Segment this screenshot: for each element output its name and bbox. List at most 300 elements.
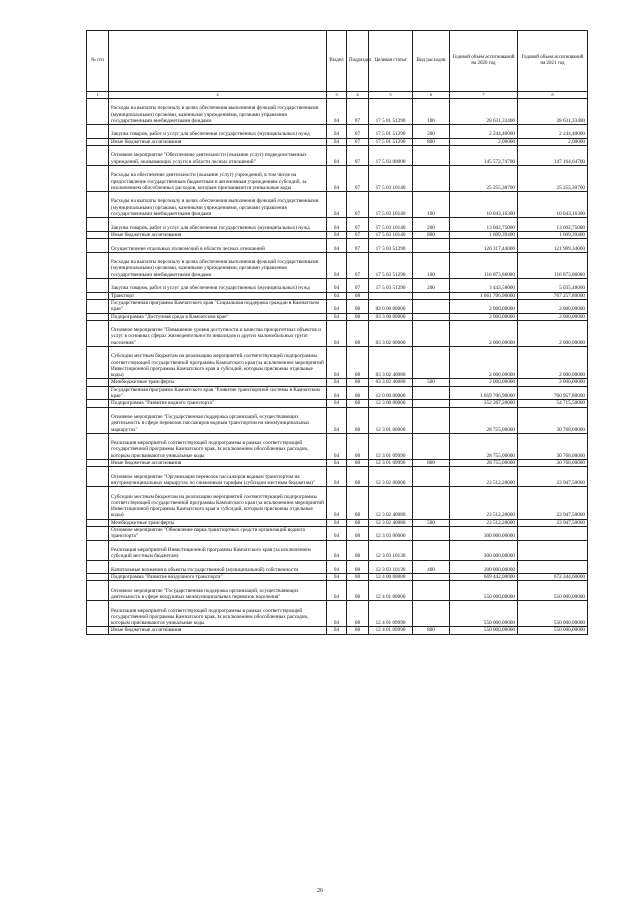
table-row (87, 400, 588, 407)
row-section: 04 (327, 433, 347, 459)
column-number: 6 (413, 92, 450, 99)
row-section: 04 (327, 299, 347, 313)
header-year-2020: Годовой объем ассигнований на 2020 год (450, 31, 518, 92)
row-expense-type: 200 (413, 279, 450, 293)
row-value-2021: 672 344,60000 (518, 574, 588, 581)
row-subsection: 08 (347, 320, 369, 346)
row-subsection: 08 (347, 627, 369, 634)
row-expense-type (413, 239, 450, 253)
header-target: Целевая статья (369, 31, 413, 92)
row-value-2020: 352 267,20000 (450, 400, 518, 407)
row-value-2021: 116 873,86000 (518, 252, 588, 278)
row-section: 04 (327, 346, 347, 379)
row-value-2021: 1 609,39400 (518, 231, 588, 238)
column-number: 8 (518, 92, 588, 99)
row-value-2021: 2 000,00000 (518, 379, 588, 386)
row-name: Осуществление отдельных полномочий в области лесных отношений (109, 239, 327, 253)
row-value-2021: 760 957,80000 (518, 386, 588, 400)
row-expense-type (413, 467, 450, 487)
row-name: Подпрограмма "Развитие водного транспорта" (109, 400, 327, 407)
num-cell (87, 519, 109, 526)
row-section: 04 (327, 519, 347, 526)
row-subsection: 08 (347, 379, 369, 386)
row-expense-type: 800 (413, 138, 450, 145)
row-target: 12 4 00 00000 (369, 574, 413, 581)
num-cell (87, 400, 109, 407)
row-expense-type (413, 313, 450, 320)
row-target: 12 4 01 00000 (369, 581, 413, 601)
row-target: 12 3 02 00000 (369, 467, 413, 487)
row-name: Расходы на обеспечение деятельности (оказание услуг) учреждений, в том числе на предоставление государственным бюджетным и автономным учреждениям субсидий, за исключением обособленных расходов, которым присваиваются уникальные коды (109, 165, 327, 191)
table-row (87, 313, 588, 320)
table-row (87, 379, 588, 386)
num-cell (87, 601, 109, 627)
row-value-2021: 2 000,00000 (518, 313, 588, 320)
header-section: Раздел (327, 31, 347, 92)
column-number-row (87, 92, 588, 99)
row-section: 04 (327, 460, 347, 467)
row-subsection: 07 (347, 192, 369, 218)
row-value-2021: 147 164,64700 (518, 146, 588, 166)
row-target: 17 5 03 51290 (369, 279, 413, 293)
row-name: Государственная программа Камчатского края "Развитие транспортной системы в Камчатском крае" (109, 386, 327, 400)
row-expense-type (413, 299, 450, 313)
row-expense-type (413, 487, 450, 520)
row-value-2021: 550 000,00000 (518, 581, 588, 601)
row-value-2020: 25 255,30700 (450, 165, 518, 191)
table-row (87, 218, 588, 232)
row-section: 04 (327, 627, 347, 634)
row-section: 04 (327, 574, 347, 581)
row-value-2021: 767 257,80000 (518, 292, 588, 299)
row-target: 12 3 02 40080 (369, 487, 413, 520)
row-name: Субсидии местным бюджетам на реализацию мероприятий соответствующей подпрограммы соответствующей государственной программы Камчатского края (за исключением мероприятий Инвестиционной программы Камчатского края и субсидий, которым присвоены отдельные коды) (109, 346, 327, 379)
table-row (87, 346, 588, 379)
row-section: 04 (327, 407, 347, 433)
row-section: 04 (327, 146, 347, 166)
row-value-2020: 2 000,00000 (450, 320, 518, 346)
row-expense-type: 800 (413, 231, 450, 238)
row-value-2021: 23 947,50000 (518, 487, 588, 520)
num-cell (87, 279, 109, 293)
row-section: 04 (327, 125, 347, 139)
row-name: Основное мероприятие "Государственная поддержка организаций, осуществляющих деятельность в сфере воздушных межмуниципальных перевозок населения" (109, 581, 327, 601)
table-row (87, 192, 588, 218)
row-section: 04 (327, 313, 347, 320)
row-value-2021 (518, 527, 588, 541)
row-name: Иные бюджетные ассигнования (109, 627, 327, 634)
row-target: 17 5 03 51290 (369, 239, 413, 253)
row-name: Иные бюджетные ассигнования (109, 231, 327, 238)
row-section: 04 (327, 540, 347, 560)
row-target: 03 3 02 40080 (369, 379, 413, 386)
table-row (87, 627, 588, 634)
num-cell (87, 627, 109, 634)
row-section: 04 (327, 231, 347, 238)
row-expense-type: 500 (413, 379, 450, 386)
row-value-2021 (518, 560, 588, 574)
row-subsection: 08 (347, 519, 369, 526)
row-value-2021: 23 947,50000 (518, 519, 588, 526)
row-subsection: 08 (347, 386, 369, 400)
row-value-2020: 300 000,00000 (450, 540, 518, 560)
table-row (87, 239, 588, 253)
row-subsection: 08 (347, 460, 369, 467)
table-row (87, 574, 588, 581)
column-number: 4 (347, 92, 369, 99)
row-subsection: 07 (347, 218, 369, 232)
row-expense-type (413, 540, 450, 560)
row-value-2020: 28 631,33400 (450, 99, 518, 125)
row-subsection: 08 (347, 540, 369, 560)
row-section: 04 (327, 400, 347, 407)
row-target: 17 5 01 51290 (369, 125, 413, 139)
row-value-2021: 10 043,16300 (518, 192, 588, 218)
page-number: 26 (317, 888, 323, 894)
row-section: 04 (327, 165, 347, 191)
row-value-2021: 30 768,00000 (518, 407, 588, 433)
row-section: 04 (327, 467, 347, 487)
row-subsection: 07 (347, 279, 369, 293)
row-expense-type: 100 (413, 252, 450, 278)
row-value-2020: 2 244,40000 (450, 125, 518, 139)
num-cell (87, 540, 109, 560)
row-target: 17 5 03 10140 (369, 192, 413, 218)
row-value-2020: 1 059 706,90000 (450, 386, 518, 400)
row-value-2020: 28 755,00000 (450, 460, 518, 467)
row-name: Основное мероприятие "Государственная поддержка организаций, осуществляющих деятельность в сфере перевозок пассажиров водным транспортом на межмуниципальных маршрутах" (109, 407, 327, 433)
row-expense-type: 800 (413, 460, 450, 467)
header-num: № п/п (87, 31, 109, 92)
row-subsection: 07 (347, 125, 369, 139)
row-value-2021: 23 947,50000 (518, 467, 588, 487)
row-target: 12 3 00 00000 (369, 400, 413, 407)
row-subsection: 08 (347, 346, 369, 379)
row-expense-type: 200 (413, 125, 450, 139)
num-cell (87, 313, 109, 320)
row-section: 04 (327, 320, 347, 346)
row-expense-type: 200 (413, 218, 450, 232)
row-section: 04 (327, 601, 347, 627)
row-value-2020: 120 317,44000 (450, 239, 518, 253)
table-row (87, 99, 588, 125)
num-cell (87, 192, 109, 218)
row-section: 04 (327, 218, 347, 232)
table-row (87, 467, 588, 487)
row-section: 04 (327, 99, 347, 125)
row-target: 12 3 03 00000 (369, 527, 413, 541)
row-section: 04 (327, 192, 347, 218)
num-cell (87, 292, 109, 299)
row-value-2021: 121 909,34000 (518, 239, 588, 253)
table-row (87, 292, 588, 299)
num-cell (87, 231, 109, 238)
row-target: 03 3 00 00000 (369, 313, 413, 320)
row-target: 12 3 01 09990 (369, 460, 413, 467)
row-value-2020: 2,00000 (450, 138, 518, 145)
row-subsection: 08 (347, 601, 369, 627)
row-value-2020: 23 512,20000 (450, 519, 518, 526)
row-expense-type (413, 574, 450, 581)
row-name: Закупка товаров, работ и услуг для обеспечения государственных (муниципальных) нужд (109, 279, 327, 293)
table-row (87, 407, 588, 433)
num-cell (87, 165, 109, 191)
row-name: Реализация мероприятий соответствующей подпрограммы в рамках соответствующей государственной программы Камчатского края, за исключением обособленных расходов, которым присваиваются уникальные коды (109, 601, 327, 627)
table-body (87, 99, 588, 635)
row-expense-type: 100 (413, 192, 450, 218)
row-name: Расходы на выплаты персоналу в целях обеспечения выполнения функций государственными (муниципальными) органами, казенными учреждениями, органами управления государственными внебюджетными фондами (109, 252, 327, 278)
row-target: 12 3 03 10130 (369, 560, 413, 574)
table-row (87, 320, 588, 346)
row-subsection: 08 (347, 574, 369, 581)
table-row (87, 540, 588, 560)
row-expense-type (413, 386, 450, 400)
row-value-2020: 23 512,20000 (450, 467, 518, 487)
row-value-2020: 2 000,00000 (450, 379, 518, 386)
row-subsection: 07 (347, 231, 369, 238)
num-cell (87, 379, 109, 386)
row-target: 12 3 01 09990 (369, 433, 413, 459)
row-target: 17 5 03 00000 (369, 146, 413, 166)
row-value-2021: 550 000,00000 (518, 627, 588, 634)
row-value-2020: 1 061 706,90000 (450, 292, 518, 299)
row-target: 17 5 03 10140 (369, 218, 413, 232)
num-cell (87, 581, 109, 601)
row-value-2021: 550 000,00000 (518, 601, 588, 627)
row-section: 04 (327, 487, 347, 520)
row-name: Межбюджетные трансферты (109, 379, 327, 386)
row-target: 17 5 01 51290 (369, 99, 413, 125)
row-value-2021: 54 715,50000 (518, 400, 588, 407)
row-value-2021: 28 631,33400 (518, 99, 588, 125)
row-expense-type (413, 320, 450, 346)
num-cell (87, 125, 109, 139)
row-section: 04 (327, 379, 347, 386)
row-value-2020: 2 000,00000 (450, 313, 518, 320)
row-value-2020: 300 000,00000 (450, 527, 518, 541)
row-value-2020: 13 602,75000 (450, 218, 518, 232)
row-section: 04 (327, 560, 347, 574)
row-name: Подпрограмма "Развитие воздушного транспорта" (109, 574, 327, 581)
row-section: 04 (327, 138, 347, 145)
row-expense-type (413, 581, 450, 601)
row-value-2021: 25 255,30700 (518, 165, 588, 191)
row-section: 04 (327, 386, 347, 400)
row-name: Закупка товаров, работ и услуг для обеспечения государственных (муниципальных) нужд (109, 218, 327, 232)
row-value-2021: 2,00000 (518, 138, 588, 145)
num-cell (87, 527, 109, 541)
table-row (87, 560, 588, 574)
column-number: 2 (109, 92, 327, 99)
table-row (87, 386, 588, 400)
row-value-2020: 145 572,74700 (450, 146, 518, 166)
row-target: 12 4 01 09990 (369, 601, 413, 627)
row-subsection: 08 (347, 313, 369, 320)
row-target: 12 3 01 00000 (369, 407, 413, 433)
row-value-2020: 550 000,00000 (450, 601, 518, 627)
row-subsection: 08 (347, 467, 369, 487)
row-expense-type (413, 433, 450, 459)
row-subsection: 08 (347, 400, 369, 407)
row-name: Иные бюджетные ассигнования (109, 460, 327, 467)
row-subsection: 07 (347, 165, 369, 191)
row-name: Реализация мероприятий Инвестиционной программы Камчатского края (за исключением субсидий местным бюджетам) (109, 540, 327, 560)
row-subsection: 07 (347, 239, 369, 253)
row-target: 03 0 00 00000 (369, 299, 413, 313)
row-section: 04 (327, 527, 347, 541)
row-value-2020: 28 755,00000 (450, 407, 518, 433)
row-value-2021 (518, 540, 588, 560)
table-row (87, 433, 588, 459)
row-name: Подпрограмма "Доступная среда в Камчатском крае" (109, 313, 327, 320)
row-name: Субсидии местным бюджетам на реализацию мероприятий соответствующей подпрограммы соответствующей государственной программы Камчатского края (за исключением мероприятий Инвестиционной программы Камчатского края и субсидий, которым присвоены отдельные коды) (109, 487, 327, 520)
table-row (87, 279, 588, 293)
table-row (87, 165, 588, 191)
row-subsection: 08 (347, 292, 369, 299)
row-target: 12 0 00 00000 (369, 386, 413, 400)
row-value-2020: 23 512,20000 (450, 487, 518, 520)
row-value-2020: 550 000,00000 (450, 627, 518, 634)
row-value-2021: 2 000,00000 (518, 320, 588, 346)
budget-table-sheet (86, 30, 587, 635)
row-name: Иные бюджетные ассигнования (109, 138, 327, 145)
num-cell (87, 386, 109, 400)
table-row (87, 460, 588, 467)
column-number: 3 (327, 92, 347, 99)
column-number: 5 (369, 92, 413, 99)
table-row (87, 125, 588, 139)
row-subsection: 08 (347, 581, 369, 601)
row-expense-type (413, 292, 450, 299)
row-subsection: 08 (347, 407, 369, 433)
table-row (87, 138, 588, 145)
header-year-2021: Годовой объем ассигнований на 2021 год (518, 31, 588, 92)
row-value-2021: 30 768,00000 (518, 460, 588, 467)
row-value-2020: 550 000,00000 (450, 581, 518, 601)
num-cell (87, 433, 109, 459)
row-target: 03 3 02 40080 (369, 346, 413, 379)
row-value-2020: 10 043,16300 (450, 192, 518, 218)
row-value-2020: 116 873,86000 (450, 252, 518, 278)
num-cell (87, 487, 109, 520)
row-value-2020: 3 443,58000 (450, 279, 518, 293)
num-cell (87, 407, 109, 433)
table-row (87, 519, 588, 526)
row-value-2021: 30 768,00000 (518, 433, 588, 459)
row-expense-type (413, 527, 450, 541)
row-subsection: 08 (347, 487, 369, 520)
row-name: Основное мероприятие "Повышение уровня доступности и качества приоритетных объектов и услуг в основных сферах жизнедеятельности инвалидов и других маломобильных групп населения" (109, 320, 327, 346)
table-row (87, 487, 588, 520)
row-value-2020: 300 000,00000 (450, 560, 518, 574)
table-row (87, 527, 588, 541)
row-name: Транспорт (109, 292, 327, 299)
row-section: 04 (327, 279, 347, 293)
num-cell (87, 218, 109, 232)
row-expense-type (413, 146, 450, 166)
table-row (87, 299, 588, 313)
row-subsection: 08 (347, 527, 369, 541)
row-expense-type (413, 165, 450, 191)
row-name: Основное мероприятие "Обновление парка транспортных средств организаций водного транспорта" (109, 527, 327, 541)
header-expense-type: Вид расходов (413, 31, 450, 92)
num-cell (87, 560, 109, 574)
num-cell (87, 320, 109, 346)
row-target: 03 3 02 00000 (369, 320, 413, 346)
row-value-2021: 2 000,00000 (518, 299, 588, 313)
row-section: 04 (327, 292, 347, 299)
num-cell (87, 460, 109, 467)
row-value-2020: 28 755,00000 (450, 433, 518, 459)
row-name: Основное мероприятие "Обеспечение деятельности (оказание услуг) подведомственных учреждений, оказывающих услуги в области лесных отношений" (109, 146, 327, 166)
row-expense-type: 100 (413, 99, 450, 125)
table-row (87, 252, 588, 278)
table-row (87, 146, 588, 166)
row-section: 04 (327, 239, 347, 253)
budget-table (86, 30, 588, 635)
row-target: 12 3 03 10130 (369, 540, 413, 560)
column-number: 1 (87, 92, 109, 99)
row-value-2021: 13 602,75000 (518, 218, 588, 232)
row-section: 04 (327, 252, 347, 278)
row-target: 17 5 03 51290 (369, 252, 413, 278)
row-value-2020: 2 000,00000 (450, 299, 518, 313)
row-expense-type (413, 346, 450, 379)
num-cell (87, 346, 109, 379)
row-subsection: 07 (347, 252, 369, 278)
row-subsection: 07 (347, 99, 369, 125)
row-name: Расходы на выплаты персоналу в целях обеспечения выполнения функций государственными (муниципальными) органами, казенными учреждениями, органами управления государственными внебюджетными фондами (109, 192, 327, 218)
num-cell (87, 239, 109, 253)
header-name (109, 31, 327, 92)
row-subsection: 08 (347, 299, 369, 313)
row-subsection: 08 (347, 433, 369, 459)
header-subsection: Подраздел (347, 31, 369, 92)
row-target: 12 3 02 40080 (369, 519, 413, 526)
row-target: 17 5 03 10140 (369, 165, 413, 191)
row-value-2021: 2 244,40000 (518, 125, 588, 139)
row-name: Расходы на выплаты персоналу в целях обеспечения выполнения функций государственными (муниципальными) органами, казенными учреждениями, органами управления государственными внебюджетными фондами (109, 99, 327, 125)
table-row (87, 601, 588, 627)
num-cell (87, 146, 109, 166)
num-cell (87, 99, 109, 125)
row-name: Межбюджетные трансферты (109, 519, 327, 526)
row-subsection: 07 (347, 138, 369, 145)
num-cell (87, 252, 109, 278)
row-name: Реализация мероприятий соответствующей подпрограммы в рамках соответствующей государственной программы Камчатского края, за исключением обособленных расходов, которым присваиваются уникальные коды (109, 433, 327, 459)
num-cell (87, 467, 109, 487)
row-value-2020: 1 609,39400 (450, 231, 518, 238)
row-expense-type: 400 (413, 560, 450, 574)
row-name: Капитальные вложения в объекты государственной (муниципальной) собственности (109, 560, 327, 574)
table-row (87, 231, 588, 238)
row-target: 17 5 01 51290 (369, 138, 413, 145)
row-subsection: 07 (347, 146, 369, 166)
num-cell (87, 574, 109, 581)
column-number: 7 (450, 92, 518, 99)
row-subsection: 08 (347, 560, 369, 574)
row-value-2020: 2 000,00000 (450, 346, 518, 379)
row-expense-type (413, 407, 450, 433)
row-target (369, 292, 413, 299)
row-value-2020: 669 442,00000 (450, 574, 518, 581)
row-value-2021: 5 035,48000 (518, 279, 588, 293)
row-value-2021: 2 000,00000 (518, 346, 588, 379)
row-expense-type: 500 (413, 519, 450, 526)
row-target: 12 4 01 09990 (369, 627, 413, 634)
row-target: 17 5 03 10140 (369, 231, 413, 238)
row-name: Закупка товаров, работ и услуг для обеспечения государственных (муниципальных) нужд (109, 125, 327, 139)
